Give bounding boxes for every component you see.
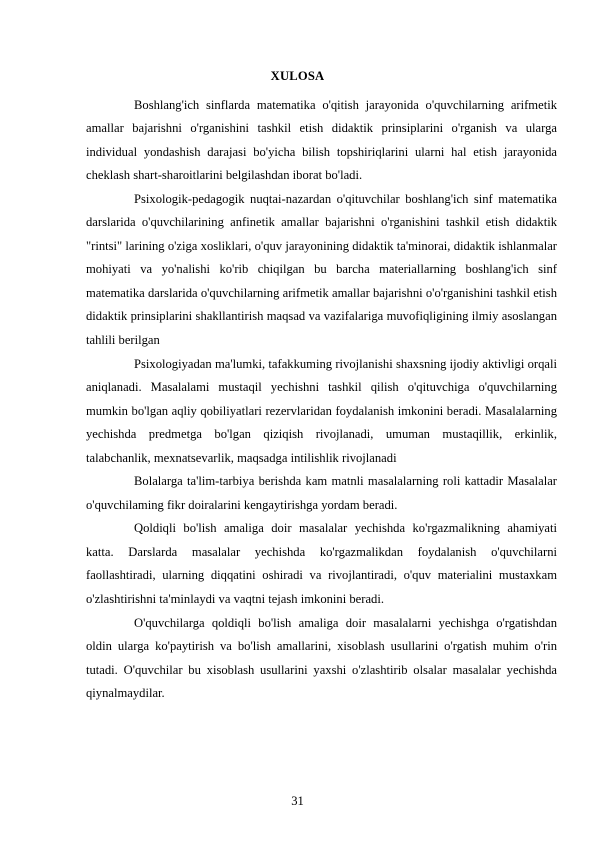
paragraph: Boshlang'ich sinflarda matematika o'qitish jarayonida o'quvchilarning arifmetik amallar bajarishni o'rganishini tashkil etish didaktik prinsiplarini o'rganish va ularga individual yondashish darajasi bo'yicha bilish topshiriqlarini ularni hal etish jarayonida cheklash shart-sharoitlarini belgilashdan iborat bo'ladi. [86, 97, 557, 183]
page-title: XULOSA [270, 69, 325, 83]
body-text [86, 94, 557, 706]
paragraph: Psixologiyadan ma'lumki, tafakkuming rivojlanishi shaxsning ijodiy aktivligi orqali aniqlanadi. Masalalami mustaqil yechishni tashkil qilish o'qituvchiga o'quvchilarning mumkin bo'lgan aqliy qobiliyatlari rezervlaridan foydalanish imkonini beradi. Masalalarning yechishda predmetga bo'lgan qiziqish rivojlanadi, umuman mustaqillik, erkinlik, talabchanlik, mexnatsevarlik, maqsadga intilishlik rivojlanadi [86, 356, 557, 465]
paragraph: Qoldiqli bo'lish amaliga doir masalalar yechishda ko'rgazmalikning ahamiyati katta. Darslarda masalalar yechishda ko'rgazmalikdan foydalanish o'quvchilarni faollashtiradi, ularning diqqatini oshiradi va rivojlantiradi, o'quv materialini mustaxkam o'zlashtirishni ta'minlaydi va vaqtni tejash imkonini beradi. [86, 521, 557, 606]
paragraph: Psixologik-pedagogik nuqtai-nazardan o'qituvchilar boshlang'ich sinf matematika darslarida o'quvchilarining anfinetik amallar bajarishni o'rganishini tashkil etish didaktik "rintsi" larining o'ziga xosliklari, o'quv jarayonining didaktik ta'minorai, didaktik ishlanmalar mohiyati va yo'nalishi ko'rib chiqilgan bu barcha materiallarning boshlang'ich sinf matematika darslarida o'quvchilarning arifmetik amallar bajarishni o'o'rganishini tashkil etish didaktik prinsiplarini shakllantirish maqsad va vazifalariga muvofiqligining ilmiy asoslangan tahlili berilgan [86, 191, 557, 347]
paragraph: O'quvchilarga qoldiqli bo'lish amaliga doir masalalarni yechishga o'rgatishdan oldin ularga ko'paytirish va bo'lish amallarini, xisoblash usullarini o'rgatish muhim o'rin tutadi. O'quvchilar bu xisoblash usullarini yaxshi o'zlashtirib olsalar masalalar yechishda qiynalmaydilar. [86, 615, 557, 701]
page-number: 31 [291, 794, 304, 808]
paragraph: Bolalarga ta'lim-tarbiya berishda kam matnli masalalarning roli kattadir Masalalar o'quvchilaming fikr doiralarini kengaytirishga yordam beradi. [86, 474, 557, 512]
